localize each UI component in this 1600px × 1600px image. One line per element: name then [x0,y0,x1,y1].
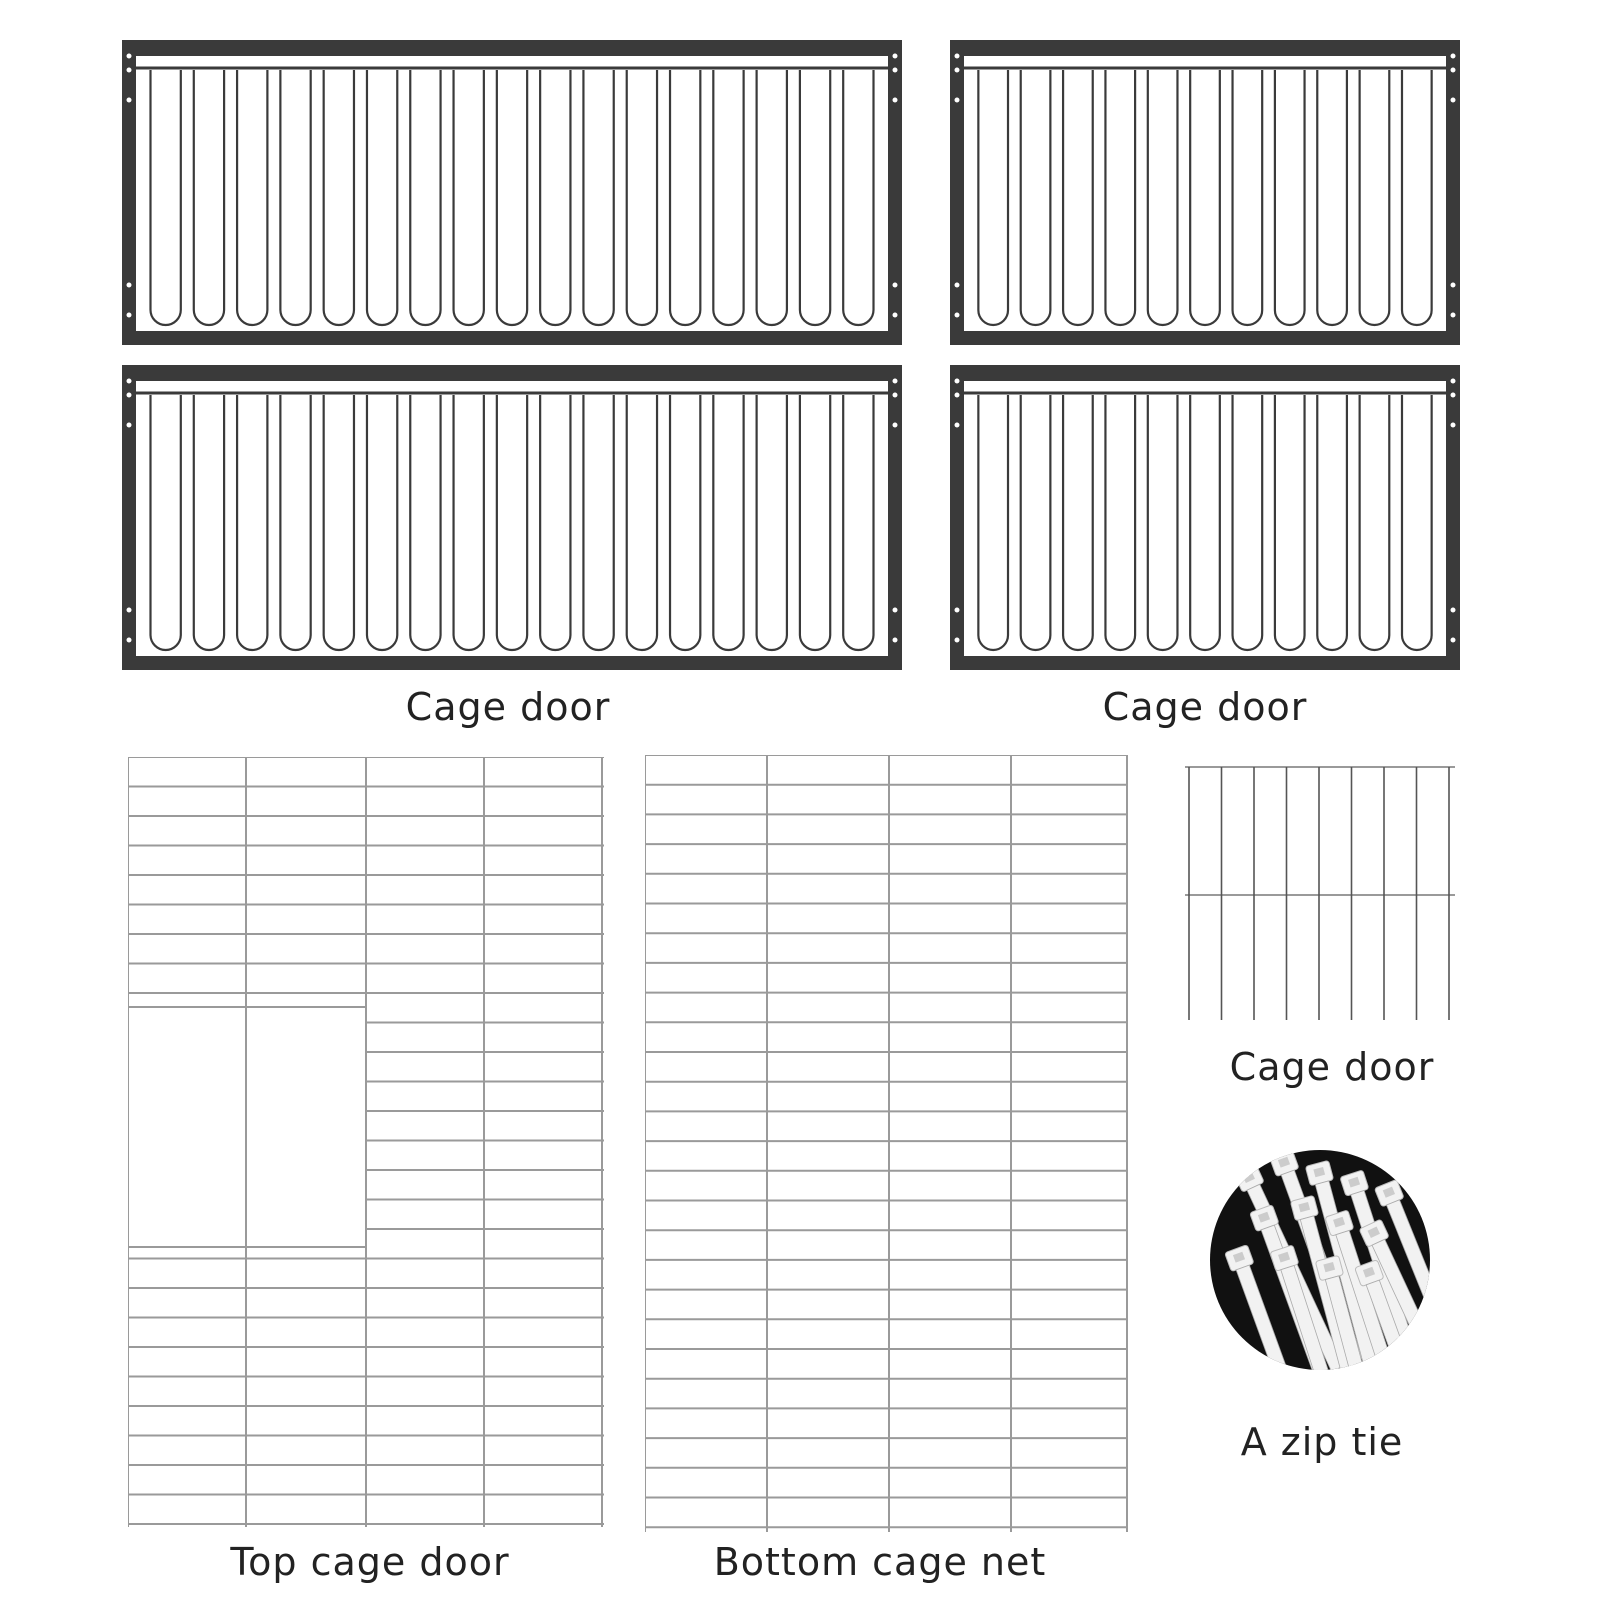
door-bar [454,70,484,325]
door-bar [150,395,180,650]
door-bar [670,70,700,325]
door-rivet [1451,608,1456,613]
door-rivet [955,313,960,318]
door-frame [124,367,900,668]
door-rivet [893,393,898,398]
door-rivet [1451,313,1456,318]
door-bar [1402,395,1432,650]
door-rivet [893,423,898,428]
door-bar [627,395,657,650]
door-left-post [950,40,964,345]
door-bar [1275,70,1305,325]
door-bar [978,395,1008,650]
door-rivet [1451,283,1456,288]
door-bar [454,395,484,650]
top-cage-door-mesh [128,757,618,1537]
door-bar [280,70,310,325]
door-bar [497,70,527,325]
door-rivet [893,68,898,73]
door-bar [1021,70,1051,325]
zip-tie-bundle-icon [1210,1150,1430,1370]
door-rivet [127,313,132,318]
door-rivet [893,608,898,613]
door-frame [952,367,1458,668]
caption-cage-door-medium: Cage door [1102,685,1308,729]
door-bar [1105,70,1135,325]
door-bar [150,70,180,325]
door-bottom-rail [122,656,902,670]
door-rivet [955,393,960,398]
door-bar [1021,395,1051,650]
door-bar [410,395,440,650]
door-bar [540,70,570,325]
door-rivet [955,54,960,59]
door-bar [1063,70,1093,325]
door-rivet [955,283,960,288]
door-bar [1360,395,1390,650]
door-top-rail [122,40,902,56]
door-left-post [122,365,136,670]
door-bar [237,395,267,650]
cage-door-medium-bottom [950,365,1460,670]
door-bar [1360,70,1390,325]
door-bar [843,395,873,650]
door-bottom-rail [122,331,902,345]
door-bar [627,70,657,325]
door-bar [1190,395,1220,650]
door-rivet [1451,68,1456,73]
door-rivet [127,379,132,384]
cage-door-small-mesh [1185,755,1475,1025]
door-bar [713,70,743,325]
door-bar [843,70,873,325]
door-top-rail [122,365,902,381]
door-bar [1063,395,1093,650]
door-rivet [127,423,132,428]
door-rivet [1451,423,1456,428]
caption-cage-door-large: Cage door [405,685,611,729]
door-rivet [893,283,898,288]
door-bar [497,395,527,650]
cage-door-large-bottom [122,365,902,670]
door-bar [194,70,224,325]
door-rivet [955,68,960,73]
door-rivet [1451,98,1456,103]
door-bar [324,70,354,325]
door-top-rail [950,365,1460,381]
door-bar [670,395,700,650]
door-bottom-rail [950,331,1460,345]
door-bar [800,70,830,325]
door-rivet [1451,54,1456,59]
door-rivet [127,393,132,398]
door-bar [1275,395,1305,650]
door-rivet [955,608,960,613]
door-rivet [893,638,898,643]
door-bar [237,70,267,325]
caption-bottom-cage-net: Bottom cage net [713,1540,1047,1584]
door-rivet [893,379,898,384]
door-rivet [955,98,960,103]
door-bar [713,395,743,650]
door-bar [1148,395,1178,650]
door-bar [1233,70,1263,325]
door-left-post [950,365,964,670]
door-right-post [1446,365,1460,670]
door-rivet [955,423,960,428]
door-bar [583,395,613,650]
door-bar [1190,70,1220,325]
bottom-cage-net-mesh [645,755,1137,1540]
door-bar [978,70,1008,325]
door-right-post [1446,40,1460,345]
door-bar [280,395,310,650]
door-right-post [888,365,902,670]
door-rivet [893,98,898,103]
door-rivet [127,54,132,59]
door-frame [124,42,900,343]
door-bar [583,70,613,325]
door-rivet [955,379,960,384]
door-rivet [893,313,898,318]
caption-top-cage-door: Top cage door [230,1540,510,1584]
door-bar [540,395,570,650]
door-bar [1148,70,1178,325]
door-rivet [1451,379,1456,384]
door-top-rail [950,40,1460,56]
cage-door-large-top [122,40,902,345]
door-bar [1233,395,1263,650]
cage-door-medium-top [950,40,1460,345]
door-left-post [122,40,136,345]
door-bar [1317,395,1347,650]
caption-zip-tie: A zip tie [1240,1420,1404,1464]
door-bar [410,70,440,325]
door-rivet [127,68,132,73]
door-bar [757,395,787,650]
door-rivet [127,283,132,288]
door-right-post [888,40,902,345]
door-bar [324,395,354,650]
door-rivet [127,98,132,103]
door-bar [757,70,787,325]
door-rivet [955,638,960,643]
door-rivet [1451,638,1456,643]
door-bar [367,70,397,325]
door-bar [194,395,224,650]
door-rivet [893,54,898,59]
door-rivet [1451,393,1456,398]
door-bar [1317,70,1347,325]
door-rivet [127,608,132,613]
door-bar [367,395,397,650]
door-bar [1402,70,1432,325]
door-bar [1105,395,1135,650]
door-frame [952,42,1458,343]
door-bottom-rail [950,656,1460,670]
caption-cage-door-small: Cage door [1229,1045,1435,1089]
door-rivet [127,638,132,643]
door-bar [800,395,830,650]
